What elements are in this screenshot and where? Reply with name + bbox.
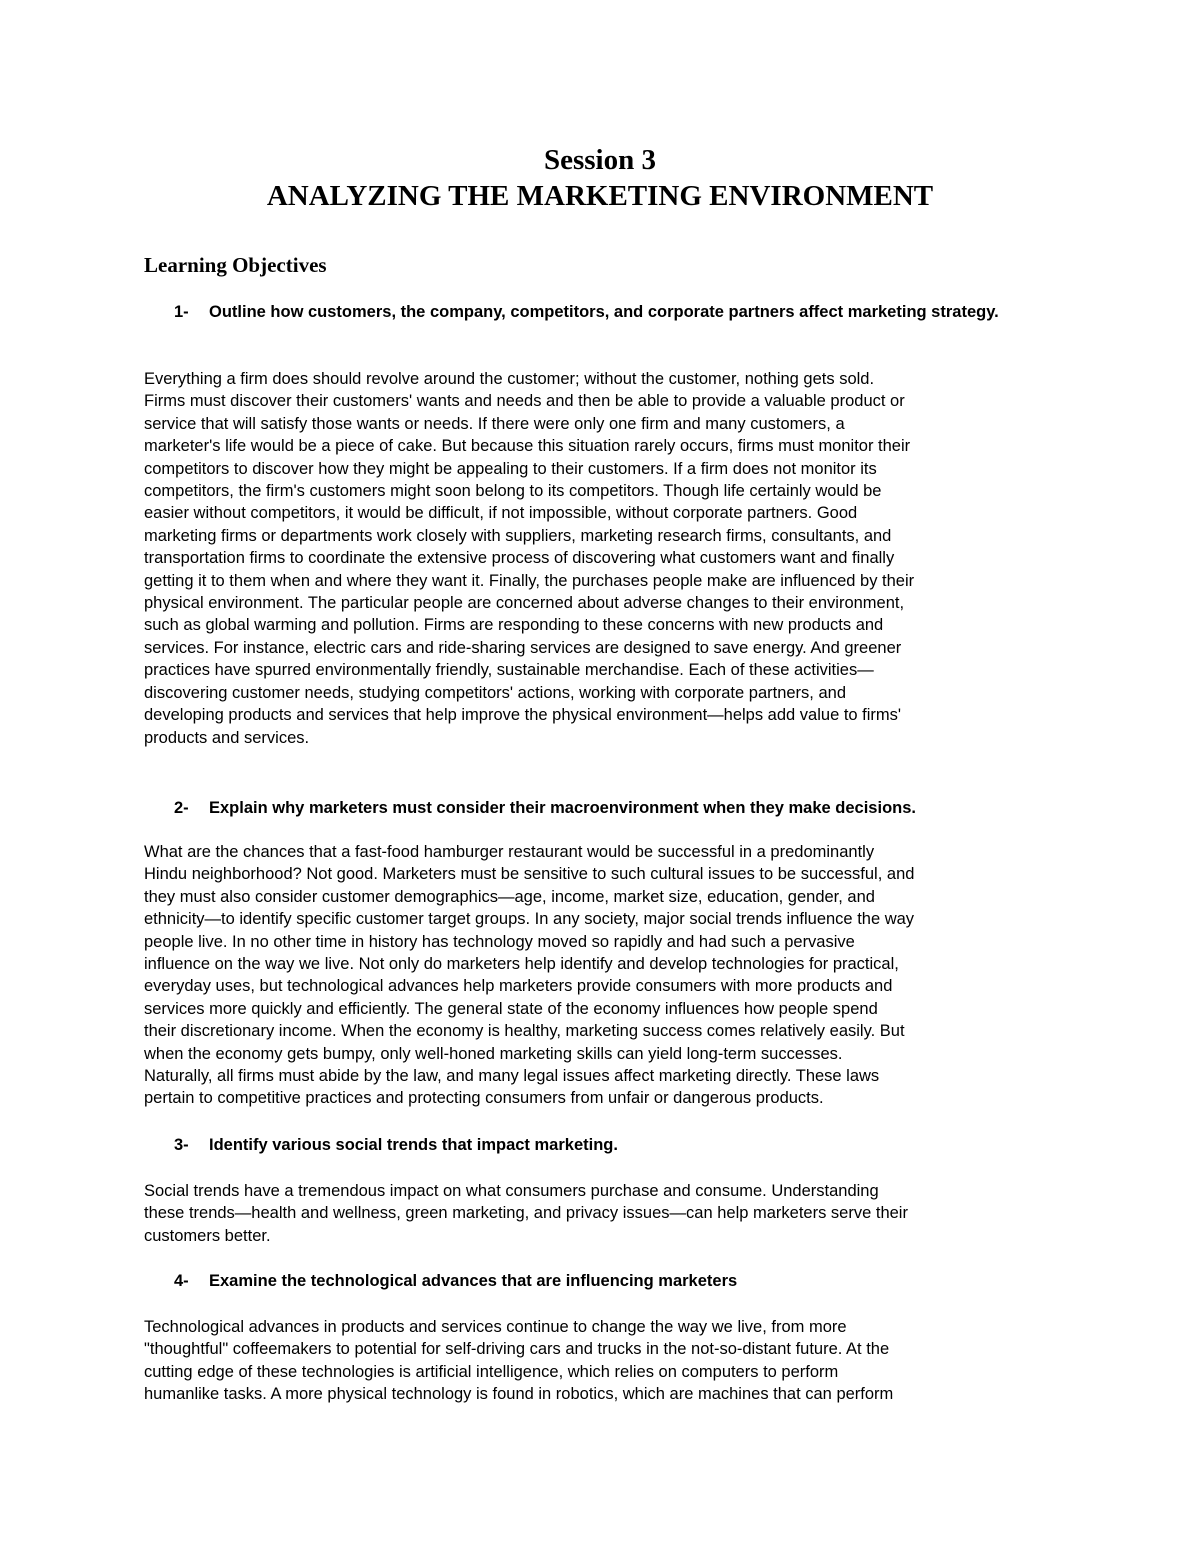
body-line: Hindu neighborhood? Not good. Marketers must be sensitive to such cultural issues to be successful, and bbox=[144, 865, 915, 884]
body-line: practices have spurred environmentally friendly, sustainable merchandise. Each of these activities— bbox=[144, 661, 874, 680]
body-line: these trends—health and wellness, green marketing, and privacy issues—can help marketers serve their bbox=[144, 1204, 908, 1223]
body-line: their discretionary income. When the economy is healthy, marketing success comes relatively easily. But bbox=[144, 1022, 905, 1041]
objective-text: Outline how customers, the company, competitors, and corporate partners affect marketing strategy. bbox=[209, 303, 999, 321]
body-line: Naturally, all firms must abide by the law, and many legal issues affect marketing directly. These laws bbox=[144, 1067, 880, 1086]
body-line: service that will satisfy those wants or needs. If there were only one firm and many customers, a bbox=[144, 414, 845, 433]
body-line: discovering customer needs, studying competitors' actions, working with corporate partners, and bbox=[144, 683, 846, 702]
objective-4-heading bbox=[144, 1270, 1056, 1292]
body-line: "thoughtful" coffeemakers to potential for self-driving cars and trucks in the not-so-distant future. At the bbox=[144, 1340, 890, 1359]
learning-objectives-heading: Learning Objectives bbox=[144, 253, 327, 277]
body-line: such as global warming and pollution. Firms are responding to these concerns with new products and bbox=[144, 616, 884, 635]
objective-text: Examine the technological advances that are influencing marketers bbox=[209, 1272, 738, 1290]
body-line: everyday uses, but technological advances help marketers provide consumers with more products and bbox=[144, 977, 893, 996]
body-line: marketer's life would be a piece of cake. But because this situation rarely occurs, firms must monitor their bbox=[144, 437, 911, 456]
body-line: products and services. bbox=[144, 728, 310, 747]
body-line: competitors, the firm's customers might soon belong to its competitors. Though life certainly would be bbox=[144, 482, 882, 501]
body-line: when the economy gets bumpy, only well-honed marketing skills can yield long-term successes. bbox=[144, 1044, 843, 1063]
session-title: Session 3 bbox=[543, 144, 656, 176]
body-line: easier without competitors, it would be difficult, if not impossible, without corporate partners. Good bbox=[144, 504, 858, 523]
objective-number: 2- bbox=[174, 799, 189, 817]
body-line: developing products and services that help improve the physical environment—helps add value to firms' bbox=[144, 706, 902, 725]
body-line: Firms must discover their customers' wants and needs and then be able to provide a valuable product or bbox=[144, 392, 905, 411]
body-line: influence on the way we live. Not only do marketers help identify and develop technologies for practical, bbox=[144, 955, 899, 974]
body-line: pertain to competitive practices and protecting consumers from unfair or dangerous products. bbox=[144, 1089, 824, 1108]
body-line: cutting edge of these technologies is artificial intelligence, which relies on computers to perform bbox=[144, 1362, 839, 1381]
title-block bbox=[0, 142, 1200, 214]
body-line: competitors to discover how they might be appealing to their customers. If a firm does not monitor its bbox=[144, 459, 877, 478]
body-line: customers better. bbox=[144, 1226, 271, 1245]
objective-1-heading bbox=[144, 301, 1056, 323]
body-line: Technological advances in products and services continue to change the way we live, from more bbox=[144, 1318, 847, 1336]
objective-text: Identify various social trends that impact marketing. bbox=[209, 1136, 618, 1154]
body-line: What are the chances that a fast-food hamburger restaurant would be successful in a predominantly bbox=[144, 843, 875, 861]
body-line: people live. In no other time in history has technology moved so rapidly and had such a pervasive bbox=[144, 932, 855, 951]
body-line: services more quickly and efficiently. The general state of the economy influences how people spend bbox=[144, 999, 878, 1018]
objective-4-body bbox=[144, 1316, 1060, 1406]
body-line: physical environment. The particular people are concerned about adverse changes to their environment, bbox=[144, 594, 905, 613]
objective-3-heading bbox=[144, 1134, 1056, 1156]
body-line: they must also consider customer demographics—age, income, market size, education, gender, and bbox=[144, 887, 875, 906]
objective-number: 1- bbox=[174, 303, 189, 321]
body-line: transportation firms to coordinate the extensive process of discovering what customers want and finally bbox=[144, 549, 895, 568]
body-line: marketing firms or departments work closely with suppliers, marketing research firms, consultants, and bbox=[144, 526, 892, 545]
body-line: Everything a firm does should revolve around the customer; without the customer, nothing gets sold. bbox=[144, 370, 875, 388]
objective-1-body bbox=[144, 368, 1060, 749]
objective-3-body bbox=[144, 1180, 1060, 1247]
objective-number: 4- bbox=[174, 1272, 189, 1290]
body-line: getting it to them when and where they want it. Finally, the purchases people make are influenced by their bbox=[144, 571, 915, 590]
objective-2-heading bbox=[144, 797, 1056, 819]
body-line: Social trends have a tremendous impact on what consumers purchase and consume. Understanding bbox=[144, 1182, 879, 1200]
objective-number: 3- bbox=[174, 1136, 189, 1154]
objective-text: Explain why marketers must consider their macroenvironment when they make decisions. bbox=[209, 799, 916, 817]
objective-2-body bbox=[144, 841, 1060, 1110]
main-title: ANALYZING THE MARKETING ENVIRONMENT bbox=[266, 180, 934, 212]
body-line: humanlike tasks. A more physical technology is found in robotics, which are machines that can perform bbox=[144, 1385, 894, 1404]
body-line: ethnicity—to identify specific customer target groups. In any society, major social trends influence the way bbox=[144, 910, 915, 929]
body-line: services. For instance, electric cars and ride-sharing services are designed to save energy. And greener bbox=[144, 638, 902, 657]
